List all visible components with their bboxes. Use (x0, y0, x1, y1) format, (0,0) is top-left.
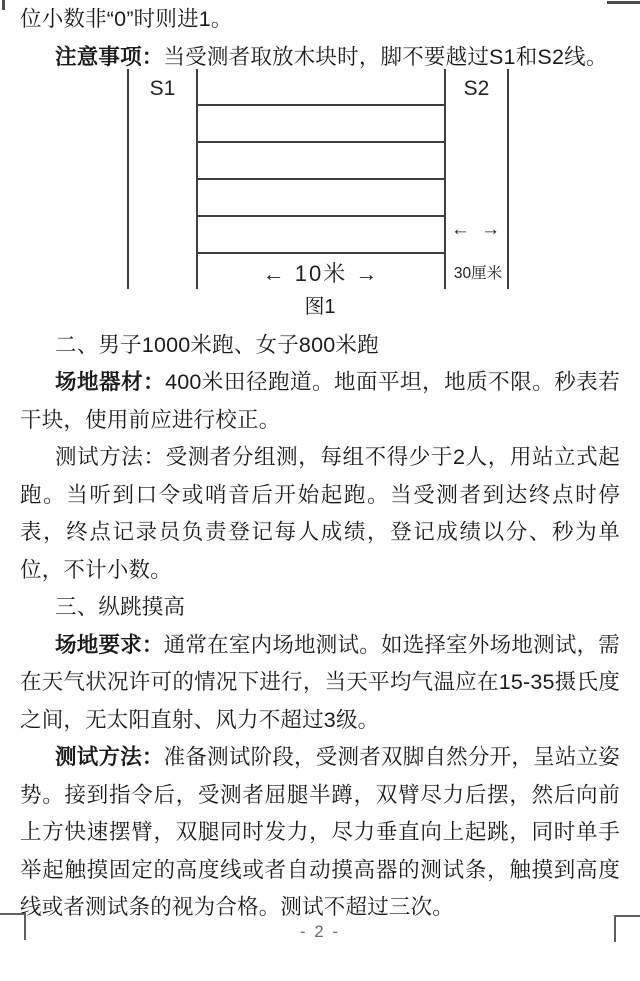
diagram-length-label: ← 10米 → (262, 261, 380, 286)
shuttle-run-diagram (20, 69, 620, 289)
section3-method-paragraph (20, 739, 620, 927)
section2-venue-text: 400米田径跑道。地面平坦，地质不限。秒表若干块，使用前应进行校正。 (20, 370, 620, 432)
diagram-gap-width-label: 30厘米 (453, 265, 503, 282)
diagram-lane-line (198, 178, 444, 180)
section2-method-text: 受测者分组测，每组不得少于2人，用站立式起跑。当听到口令或哨音后开始起跑。当受测者到达终点时停表，终点记录员负责登记每人成绩，登记成绩以分、秒为单位，不计小数。 (20, 445, 620, 582)
section3-venue-text: 通常在室内场地测试。如选择室外场地测试，需在天气状况许可的情况下进行，当天平均气温应在15-35摄氏度之间，无太阳直射、风力不超过3级。 (20, 632, 620, 732)
crop-mark-bottom-left (0, 913, 26, 940)
diagram-s2-label: S2 (463, 77, 490, 100)
notes-text: 当受测者取放木块时，脚不要越过S1和S2线。 (163, 44, 608, 69)
notes-label: 注意事项： (55, 44, 164, 69)
section3-method-text: 准备测试阶段，受测者双脚自然分开，呈站立姿势。接到指令后，受测者屈腿半蹲，双臂尽力后摆，然后向前上方快速摆臂，双腿同时发力，尽力垂直向上起跳，同时单手举起触摸固定的高度线或者自动摸高器的测试条，触摸到高度线或者测试条的视为合格。测试不超过三次。 (20, 745, 620, 919)
page-content (20, 1, 620, 927)
diagram-lane-line (198, 215, 444, 217)
page-number: - 2 - (299, 922, 341, 941)
carryover-paragraph-line: 位小数非“0”时则进1。 (20, 7, 233, 31)
section3-venue-label: 场地要求： (55, 632, 164, 657)
section2-method-label: 测试方法： (55, 445, 166, 469)
section3-venue-paragraph (20, 627, 620, 740)
diagram-outer-right-line (507, 69, 509, 289)
section3-method-label: 测试方法： (55, 745, 164, 769)
diagram-lane-line (198, 141, 444, 143)
diagram-lane-line (198, 252, 444, 254)
section2-method-paragraph (20, 439, 620, 589)
diagram-lane-line (198, 104, 444, 106)
crop-mark-top-left (2, 0, 5, 10)
section3-heading: 三、纵跳摸高 (55, 595, 186, 619)
diagram-s1-label: S1 (149, 77, 176, 100)
figure-caption: 图1 (304, 296, 336, 318)
crop-mark-bottom-right (614, 915, 640, 942)
section2-heading: 二、男子1000米跑、女子800米跑 (55, 332, 379, 357)
diagram-gap-arrows-icon: ← → (450, 219, 504, 240)
diagram-outer-left-line (127, 69, 129, 289)
diagram-inner-right-line (444, 69, 446, 289)
section2-venue-label: 场地器材： (55, 370, 166, 394)
section2-venue-paragraph (20, 364, 620, 439)
